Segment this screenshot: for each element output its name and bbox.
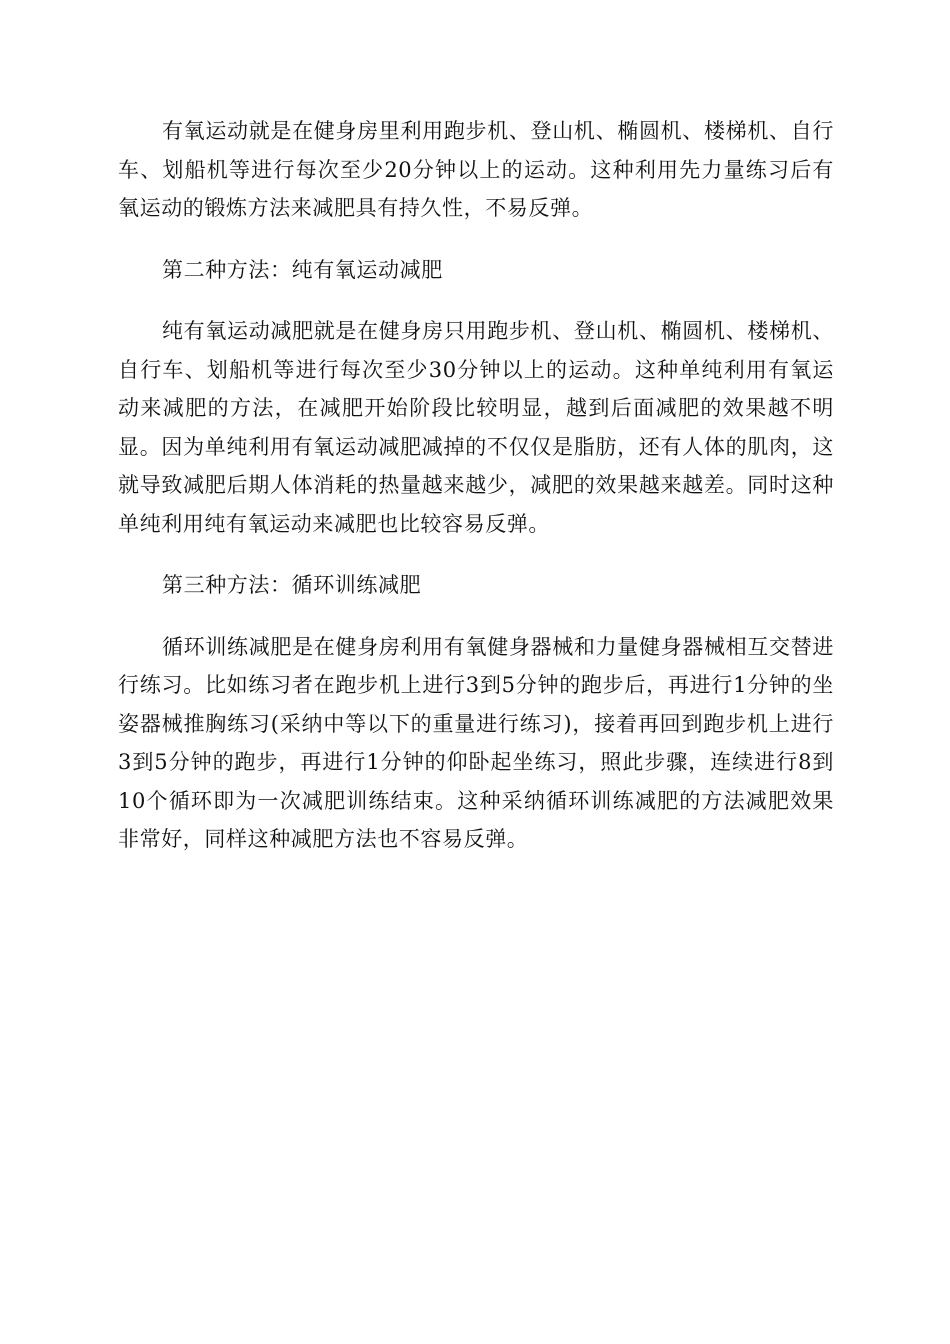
- document-body: [118, 112, 834, 882]
- section-heading-method-2: 第二种方法：纯有氧运动减肥: [162, 257, 443, 282]
- paragraph-pure-aerobic: 纯有氧运动减肥就是在健身房只用跑步机、登山机、椭圆机、楼梯机、自行车、划船机等进行每次至少30分钟以上的运动。这种单纯利用有氧运动来减肥的方法，在减肥开始阶段比较明显，越到后面减肥的效果越不明显。因为单纯利用有氧运动减肥减掉的不仅仅是脂肪，还有人体的肌肉，这就导致减肥后期人体消耗的热量越来越少，减肥的效果越来越差。同时这种单纯利用纯有氧运动来减肥也比较容易反弹。: [118, 319, 834, 536]
- section-heading-method-3: 第三种方法：循环训练减肥: [162, 573, 422, 597]
- paragraph-circuit-training: 循环训练减肥是在健身房利用有氧健身器械和力量健身器械相互交替进行练习。比如练习者在跑步机上进行3到5分钟的跑步后，再进行1分钟的坐姿器械推胸练习(采纳中等以下的重量进行练习)，接着再回到跑步机上进行3到5分钟的跑步，再进行1分钟的仰卧起坐练习，照此步骤，连续进行8到10个循环即为一次减肥训练结束。这种采纳循环训练减肥的方法减肥效果非常好，同样这种减肥方法也不容易反弹。: [118, 634, 834, 851]
- paragraph-aerobic-after-strength: 有氧运动就是在健身房里利用跑步机、登山机、椭圆机、楼梯机、自行车、划船机等进行每次至少20分钟以上的运动。这种利用先力量练习后有氧运动的锻炼方法来减肥具有持久性，不易反弹。: [118, 119, 834, 220]
